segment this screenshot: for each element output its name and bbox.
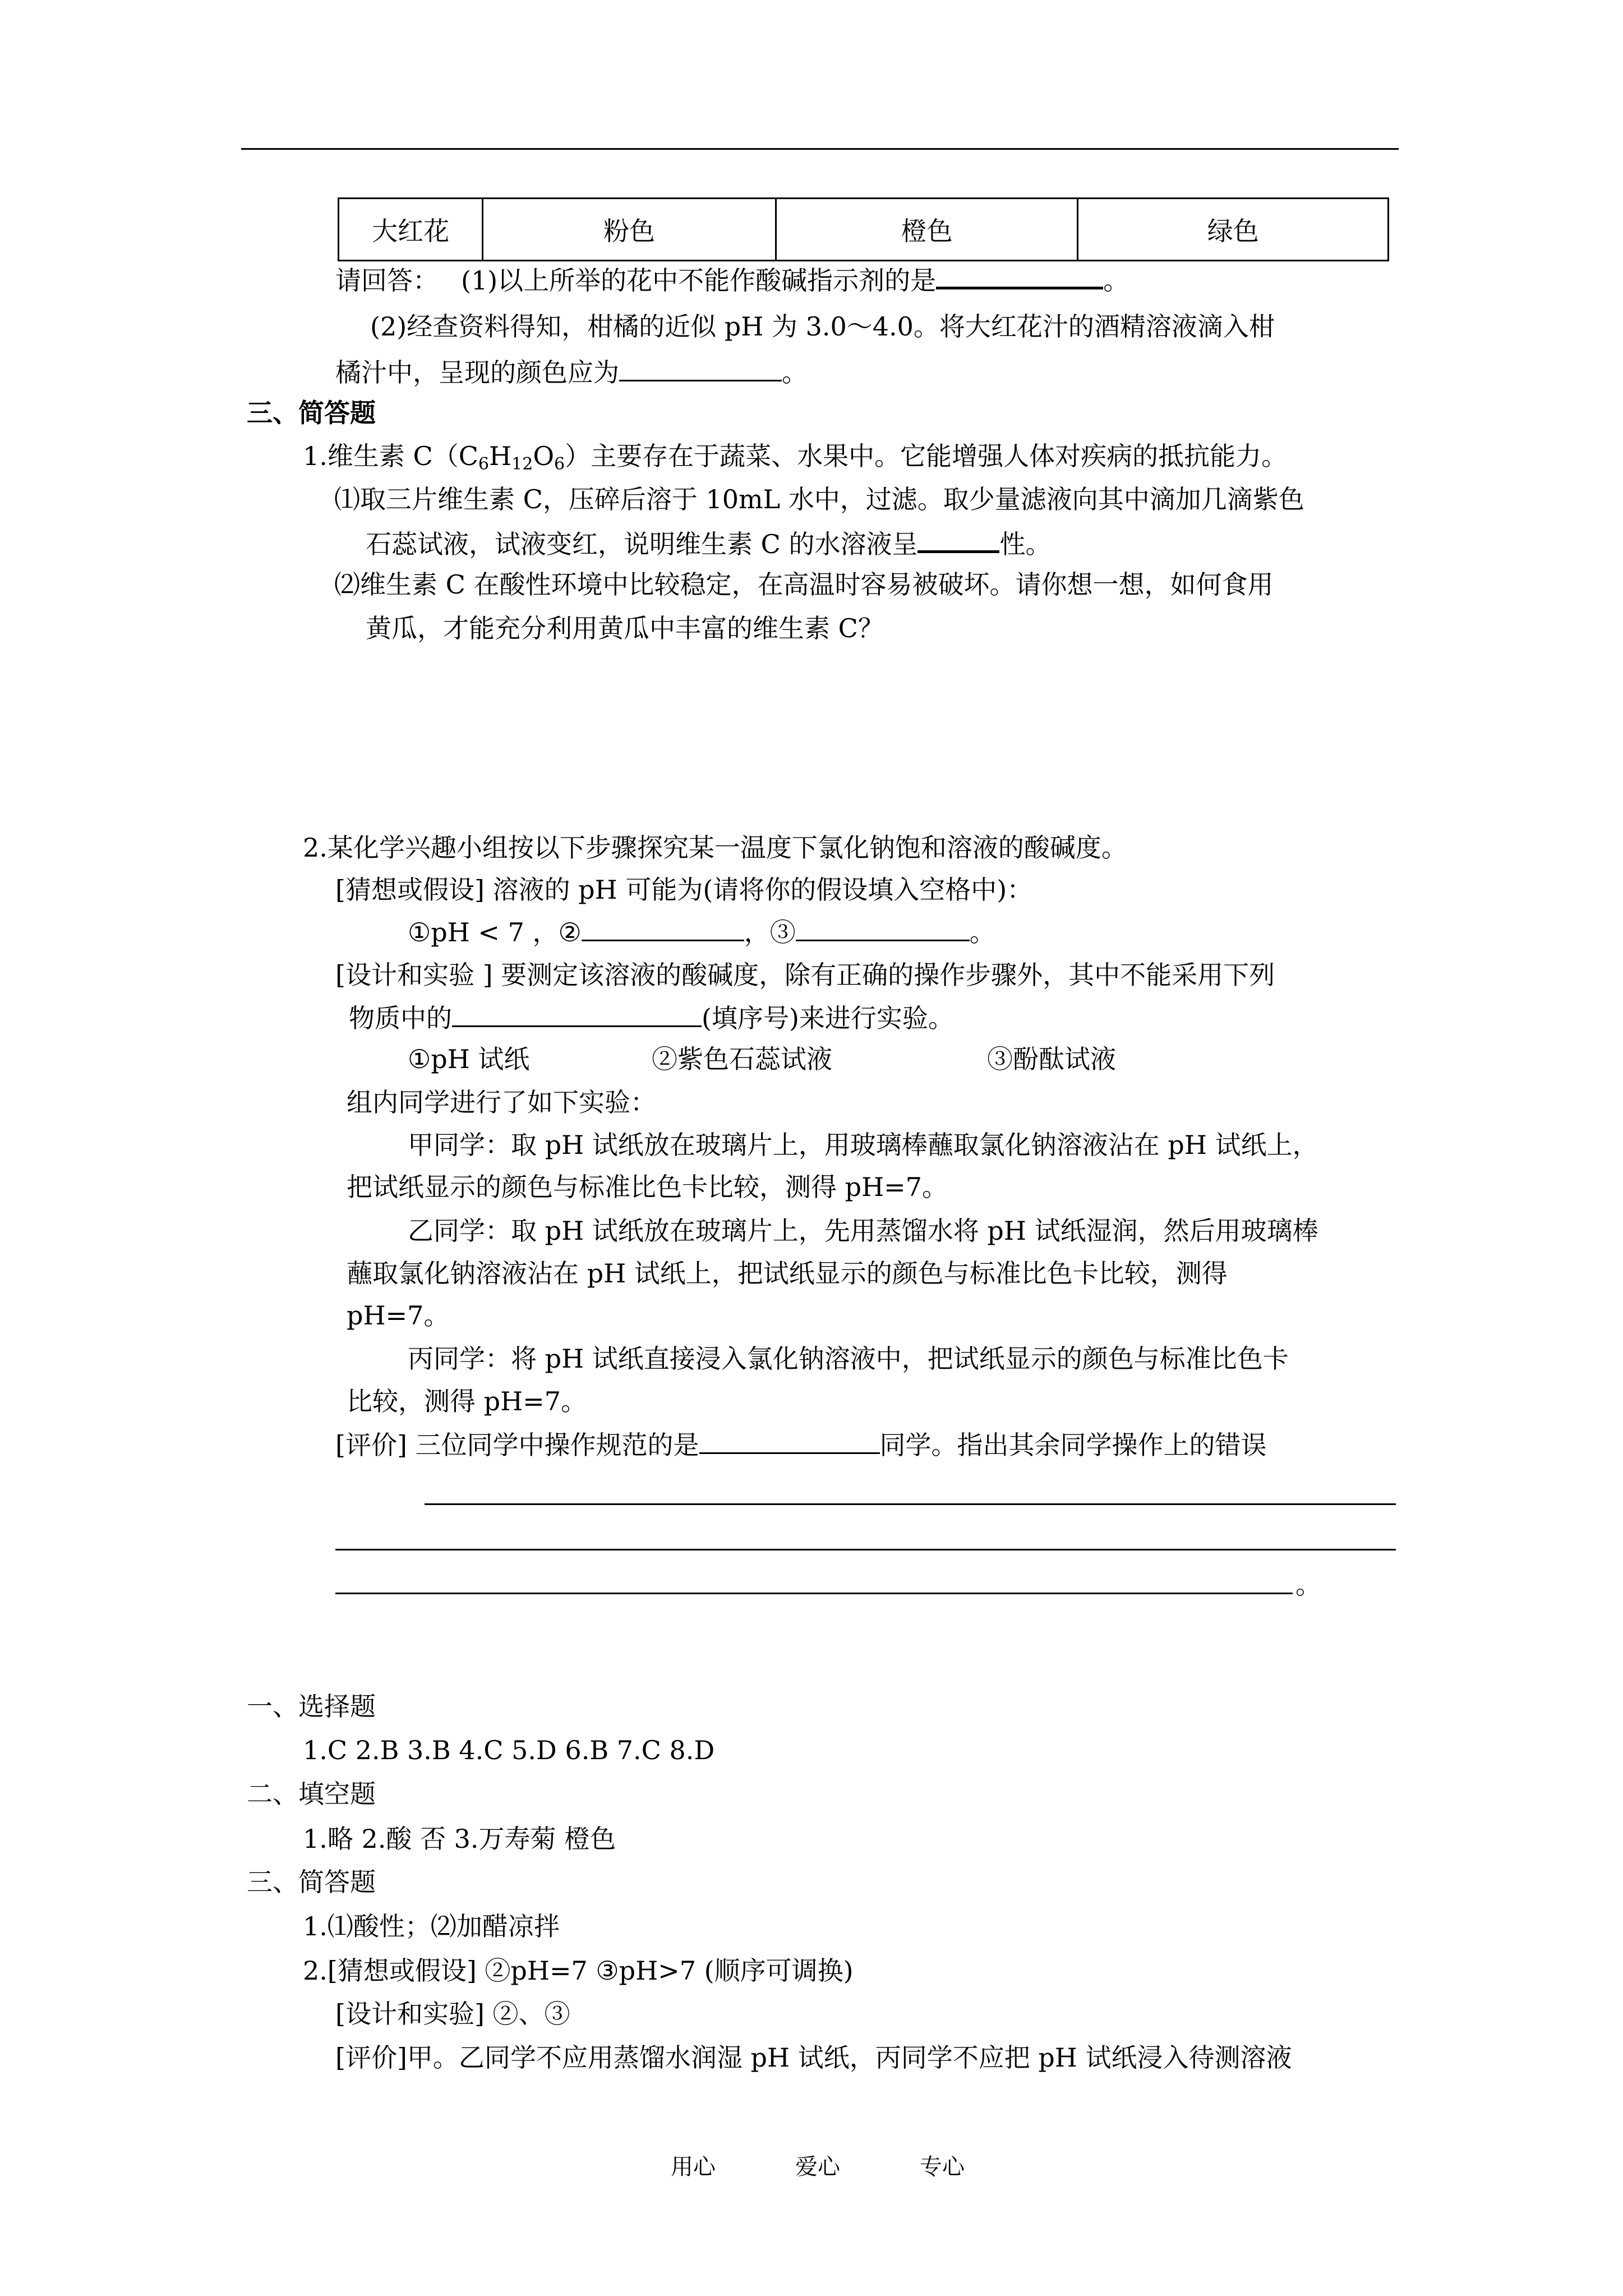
q2-text: ①pH < 7 ，② — [408, 917, 582, 947]
answer-blank[interactable] — [452, 1001, 702, 1027]
table-cell-flower: 大红花 — [339, 199, 483, 261]
q1-text: H — [489, 441, 512, 471]
table-cell: 绿色 — [1078, 199, 1389, 261]
q2-hypothesis-options — [408, 915, 995, 949]
answers-s3-a2: 2.[猜想或假设] ②pH=7 ③pH>7 (顺序可调换) — [303, 1955, 854, 1986]
answer-blank[interactable] — [936, 262, 1103, 289]
answer-lead: 请回答： — [335, 265, 439, 296]
flower-color-table — [338, 197, 1389, 261]
answer-line[interactable] — [335, 1593, 1293, 1594]
q2-design-line2 — [349, 1001, 954, 1035]
answer-blank[interactable] — [619, 355, 782, 381]
answer-blank[interactable] — [699, 1428, 880, 1454]
q1-intro — [303, 439, 1287, 473]
q2-yi-line2: 蘸取氯化钠溶液沾在 pH 试纸上，把试纸显示的颜色与标准比色卡比较，测得 — [347, 1258, 1228, 1289]
q2-bing-line2: 比较，测得 pH=7。 — [347, 1386, 587, 1416]
answers-s3-a1: 1.⑴酸性；⑵加醋凉拌 — [303, 1911, 560, 1941]
q2-text: (填序号)来进行实验。 — [702, 1003, 954, 1033]
q2-text: 。 — [969, 917, 995, 947]
answers-s3-heading: 三、简答题 — [247, 1867, 376, 1897]
table-cell: 粉色 — [483, 199, 776, 261]
answer-line[interactable] — [335, 1549, 1396, 1550]
q2-text: 同学。指出其余同学操作上的错误 — [879, 1430, 1267, 1460]
q1-part1-line1: ⑴取三片维生素 C，压碎后溶于 10mL 水中，过滤。取少量滤液向其中滴加几滴紫色 — [334, 484, 1304, 514]
answer-blank[interactable] — [796, 915, 970, 941]
question-fill-2-line1: (2)经查资料得知，柑橘的近似 pH 为 3.0～4.0。将大红花汁的酒精溶液滴入柑 — [370, 311, 1275, 342]
answers-s3-design: [设计和实验] ②、③ — [335, 1999, 570, 2029]
table-row — [339, 199, 1389, 261]
q1-text: 性。 — [999, 529, 1052, 559]
question-text: 橘汁中，呈现的颜色应为 — [335, 357, 619, 388]
answers-s3-eval: [评价]甲。乙同学不应用蒸馏水润湿 pH 试纸，丙同学不应把 pH 试纸浸入待测溶液 — [335, 2042, 1292, 2073]
answer-blank[interactable] — [917, 526, 999, 553]
q2-option-c: ③酚酞试液 — [987, 1044, 1116, 1074]
question-fill-1 — [335, 262, 1129, 297]
subscript: 6 — [554, 454, 565, 474]
q2-text: [评价] 三位同学中操作规范的是 — [335, 1430, 699, 1460]
answers-s1: 1.C 2.B 3.B 4.C 5.D 6.B 7.C 8.D — [303, 1735, 715, 1765]
q2-design-line1: [设计和实验 ] 要测定该溶液的酸碱度，除有正确的操作步骤外，其中不能采用下列 — [335, 960, 1275, 990]
q2-yi-line1: 乙同学：取 pH 试纸放在玻璃片上，先用蒸馏水将 pH 试纸湿润，然后用玻璃棒 — [408, 1216, 1318, 1246]
q2-jia-line2: 把试纸显示的颜色与标准比色卡比较，测得 pH=7。 — [347, 1172, 948, 1202]
q2-bing-line1: 丙同学：将 pH 试纸直接浸入氯化钠溶液中，把试纸显示的颜色与标准比色卡 — [408, 1343, 1289, 1374]
answers-s1-heading: 一、选择题 — [247, 1691, 376, 1722]
q2-intro: 2.某化学兴趣小组按以下步骤探究某一温度下氯化钠饱和溶液的酸碱度。 — [303, 832, 1127, 863]
q1-text: 1.维生素 C（C — [303, 441, 478, 471]
punctuation: 。 — [1103, 265, 1129, 296]
q2-text: ，③ — [744, 917, 796, 947]
answer-line-end: 。 — [1295, 1570, 1321, 1600]
q2-text: 物质中的 — [349, 1003, 452, 1033]
subscript: 6 — [478, 454, 489, 474]
header-rule — [241, 148, 1399, 150]
q2-group: 组内同学进行了如下实验： — [347, 1087, 656, 1117]
q2-evaluation — [335, 1428, 1267, 1462]
q1-text: O — [533, 441, 555, 471]
answers-s2: 1.略 2.酸 否 3.万寿菊 橙色 — [303, 1824, 616, 1854]
q1-text: 石蕊试液，试液变红，说明维生素 C 的水溶液呈 — [366, 529, 918, 559]
question-fill-2-line2 — [335, 355, 808, 389]
q1-part2-line1: ⑵维生素 C 在酸性环境中比较稳定，在高温时容易被破坏。请你想一想，如何食用 — [334, 569, 1274, 600]
q1-part1-line2 — [366, 526, 1051, 561]
q2-option-a: ①pH 试纸 — [408, 1044, 530, 1074]
answers-s2-heading: 二、填空题 — [247, 1779, 376, 1809]
footer-text: 用心 — [671, 2154, 716, 2180]
answer-blank[interactable] — [582, 915, 744, 941]
section-heading: 三、简答题 — [247, 398, 376, 428]
question-text: (1)以上所举的花中不能作酸碱指示剂的是 — [461, 265, 937, 296]
q2-hypothesis: [猜想或假设] 溶液的 pH 可能为(请将你的假设填入空格中)： — [335, 875, 1033, 905]
table-cell: 橙色 — [776, 199, 1078, 261]
answer-line[interactable] — [425, 1503, 1396, 1505]
punctuation: 。 — [782, 357, 808, 388]
footer-text: 专心 — [920, 2154, 965, 2180]
q1-part2-line2: 黄瓜，才能充分利用黄瓜中丰富的维生素 C？ — [366, 613, 884, 643]
q2-option-b: ②紫色石蕊试液 — [652, 1044, 832, 1074]
footer-text: 爱心 — [795, 2154, 840, 2180]
q2-jia-line1: 甲同学：取 pH 试纸放在玻璃片上，用玻璃棒蘸取氯化钠溶液沾在 pH 试纸上， — [408, 1130, 1318, 1160]
q1-text: ）主要存在于蔬菜、水果中。它能增强人体对疾病的抵抗能力。 — [565, 441, 1288, 471]
q2-yi-line3: pH=7。 — [347, 1300, 450, 1331]
subscript: 12 — [511, 454, 533, 474]
